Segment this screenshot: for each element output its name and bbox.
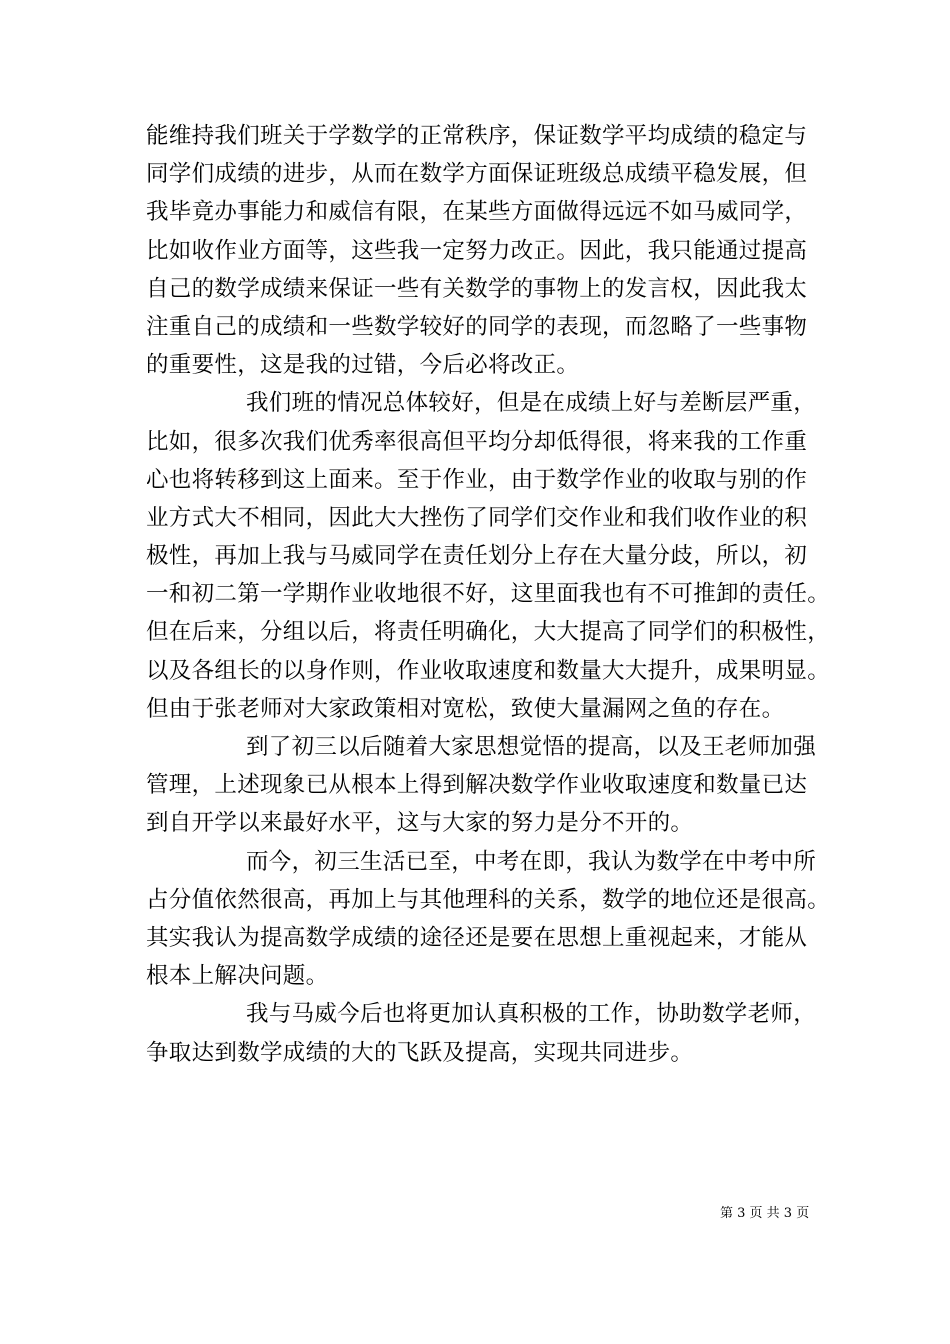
text-line: 注重自己的成绩和一些数学较好的同学的表现，而忽略了一些事物 [146, 313, 808, 340]
document-body [146, 117, 831, 1072]
text-line: 一和初二第一学期作业收地很不好，这里面我也有不可推卸的责任。 [146, 581, 831, 608]
text-line: 自己的数学成绩来保证一些有关数学的事物上的发言权，因此我太 [146, 275, 808, 302]
paragraph-start-line: 到了初三以后随着大家思想觉悟的提高，以及王老师加强 [246, 734, 817, 760]
text-line: 我毕竟办事能力和威信有限，在某些方面做得远远不如马威同学， [146, 199, 808, 226]
paragraph-start-line: 我们班的情况总体较好，但是在成绩上好与差断层严重， [246, 390, 817, 417]
text-line: 极性，再加上我与马威同学在责任划分上存在大量分歧，所以，初 [146, 543, 808, 570]
text-line: 心也将转移到这上面来。至于作业，由于数学作业的收取与别的作 [146, 466, 808, 493]
text-line: 但由于张老师对大家政策相对宽松，致使大量漏网之鱼的存在。 [146, 695, 785, 722]
text-line: 到自开学以来最好水平，这与大家的努力是分不开的。 [146, 810, 694, 837]
text-line: 能维持我们班关于学数学的正常秩序，保证数学平均成绩的稳定与 [146, 123, 808, 149]
text-line: 同学们成绩的进步，从而在数学方面保证班级总成绩平稳发展，但 [146, 161, 808, 188]
text-line: 根本上解决问题。 [146, 963, 329, 990]
text-line: 的重要性，这是我的过错，今后必将改正。 [146, 352, 580, 379]
text-line: 比如，很多次我们优秀率很高但平均分却低得很，将来我的工作重 [146, 428, 808, 455]
page-number-footer: 第 3 页 共 3 页 [720, 1206, 810, 1221]
text-line: 比如收作业方面等，这些我一定努力改正。因此，我只能通过提高 [146, 237, 808, 264]
text-line: 占分值依然很高，再加上与其他理科的关系，数学的地位还是很高。 [146, 886, 831, 913]
text-line: 其实我认为提高数学成绩的途径还是要在思想上重视起来，才能从 [146, 924, 808, 951]
text-line: 业方式大不相同，因此大大挫伤了同学们交作业和我们收作业的积 [146, 504, 808, 531]
text-line: 管理，上述现象已从根本上得到解决数学作业收取速度和数量已达 [146, 772, 808, 799]
paragraph-start-line: 而今，初三生活已至，中考在即，我认为数学在中考中所 [246, 848, 817, 875]
paragraph-start-line: 我与马威今后也将更加认真积极的工作，协助数学老师， [246, 1001, 817, 1028]
text-line: 以及各组长的以身作则，作业收取速度和数量大大提升，成果明显。 [146, 657, 831, 684]
text-line: 争取达到数学成绩的大的飞跃及提高，实现共同进步。 [146, 1039, 694, 1066]
text-line: 但在后来，分组以后，将责任明确化，大大提高了同学们的积极性， [146, 619, 831, 646]
